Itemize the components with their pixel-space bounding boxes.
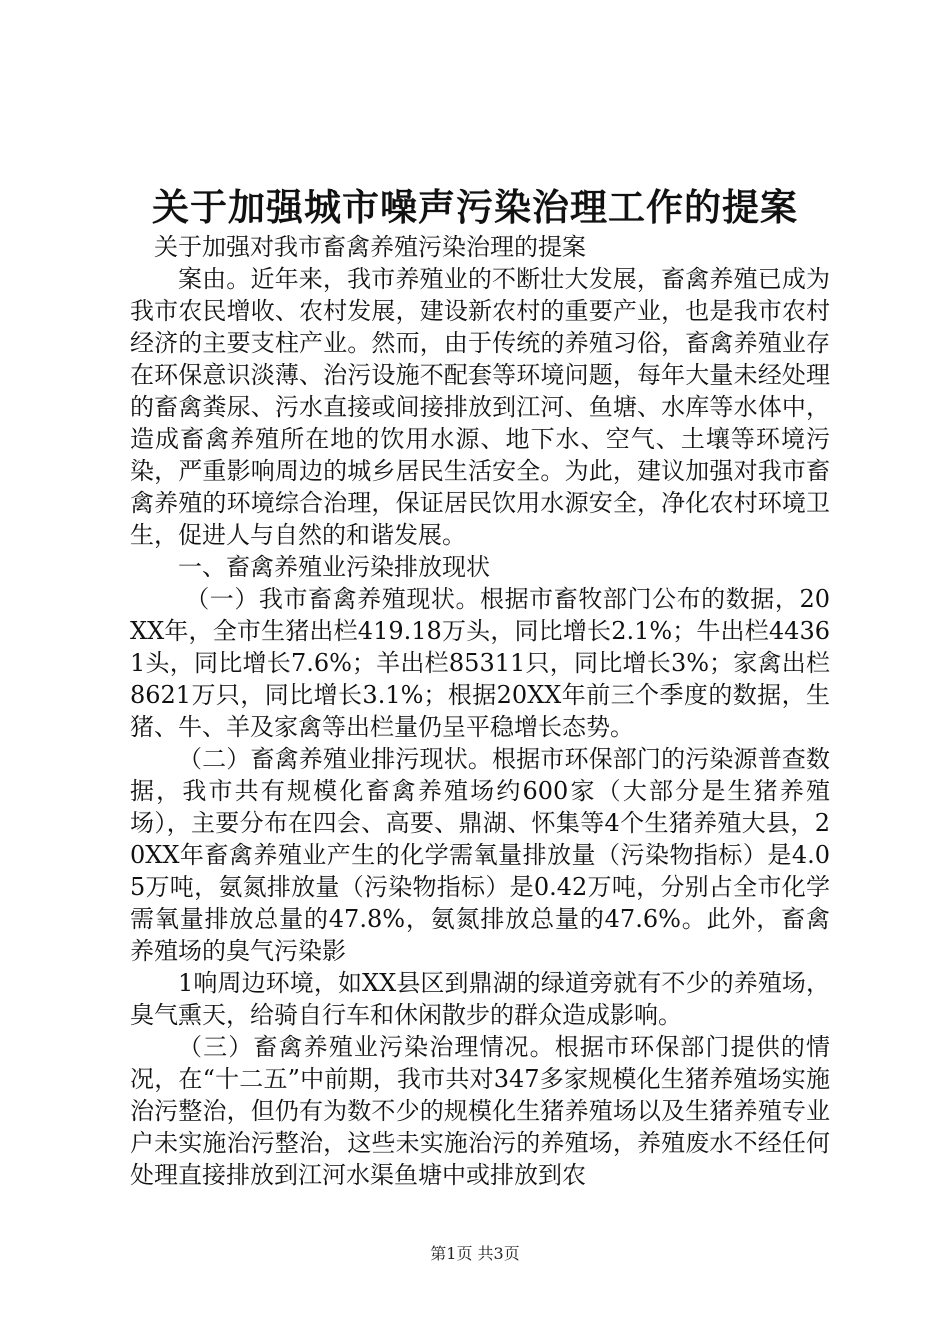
- paragraph-status-2: （二）畜禽养殖业排污现状。根据市环保部门的污染源普查数据，我市共有规模化畜禽养殖场约600家（大部分是生猪养殖场），主要分布在四会、高要、鼎湖、怀集等4个生猪养殖大县，20XX年畜禽养殖业产生的化学需氧量排放量（污染物指标）是4.05万吨，氨氮排放量（污染物指标）是0.42万吨，分别占全市化学需氧量排放总量的47.8%，氨氮排放总量的47.6%。此外，畜禽养殖场的臭气污染影: [130, 745, 830, 965]
- paragraph-subtitle: 关于加强对我市畜禽养殖污染治理的提案: [154, 233, 586, 261]
- document-body: [130, 231, 830, 1191]
- paragraph-status-1: （一）我市畜禽养殖现状。根据市畜牧部门公布的数据，20XX年，全市生猪出栏419.18万头，同比增长2.1%；牛出栏44361头，同比增长7.6%；羊出栏85311只，同比增长3%；家禽出栏8621万只，同比增长3.1%；根据20XX年前三个季度的数据，生猪、牛、羊及家禽等出栏量仍呈平稳增长态势。: [130, 585, 830, 741]
- document-title: 关于加强城市噪声污染治理工作的提案: [152, 185, 798, 229]
- paragraph-case: 案由。近年来，我市养殖业的不断壮大发展，畜禽养殖已成为我市农民增收、农村发展，建设新农村的重要产业，也是我市农村经济的主要支柱产业。然而，由于传统的养殖习俗，畜禽养殖业存在环保意识淡薄、治污设施不配套等环境问题，每年大量未经处理的畜禽粪尿、污水直接或间接排放到江河、鱼塘、水库等水体中，造成畜禽养殖所在地的饮用水源、地下水、空气、土壤等环境污染，严重影响周边的城乡居民生活安全。为此，建议加强对我市畜禽养殖的环境综合治理，保证居民饮用水源安全，净化农村环境卫生，促进人与自然的和谐发展。: [130, 265, 830, 549]
- section-heading-1: 一、畜禽养殖业污染排放现状: [178, 553, 490, 581]
- paragraph-status-2-continued: 1响周边环境，如XX县区到鼎湖的绿道旁就有不少的养殖场，臭气熏天，给骑自行车和休闲散步的群众造成影响。: [130, 969, 830, 1029]
- page-number-footer: 第1页 共3页: [430, 1244, 520, 1263]
- paragraph-status-3: （三）畜禽养殖业污染治理情况。根据市环保部门提供的情况，在“十二五”中前期，我市共对347多家规模化生猪养殖场实施治污整治，但仍有为数不少的规模化生猪养殖场以及生猪养殖专业户未实施治污整治，这些未实施治污的养殖场，养殖废水不经任何处理直接排放到江河水渠鱼塘中或排放到农: [130, 1033, 830, 1189]
